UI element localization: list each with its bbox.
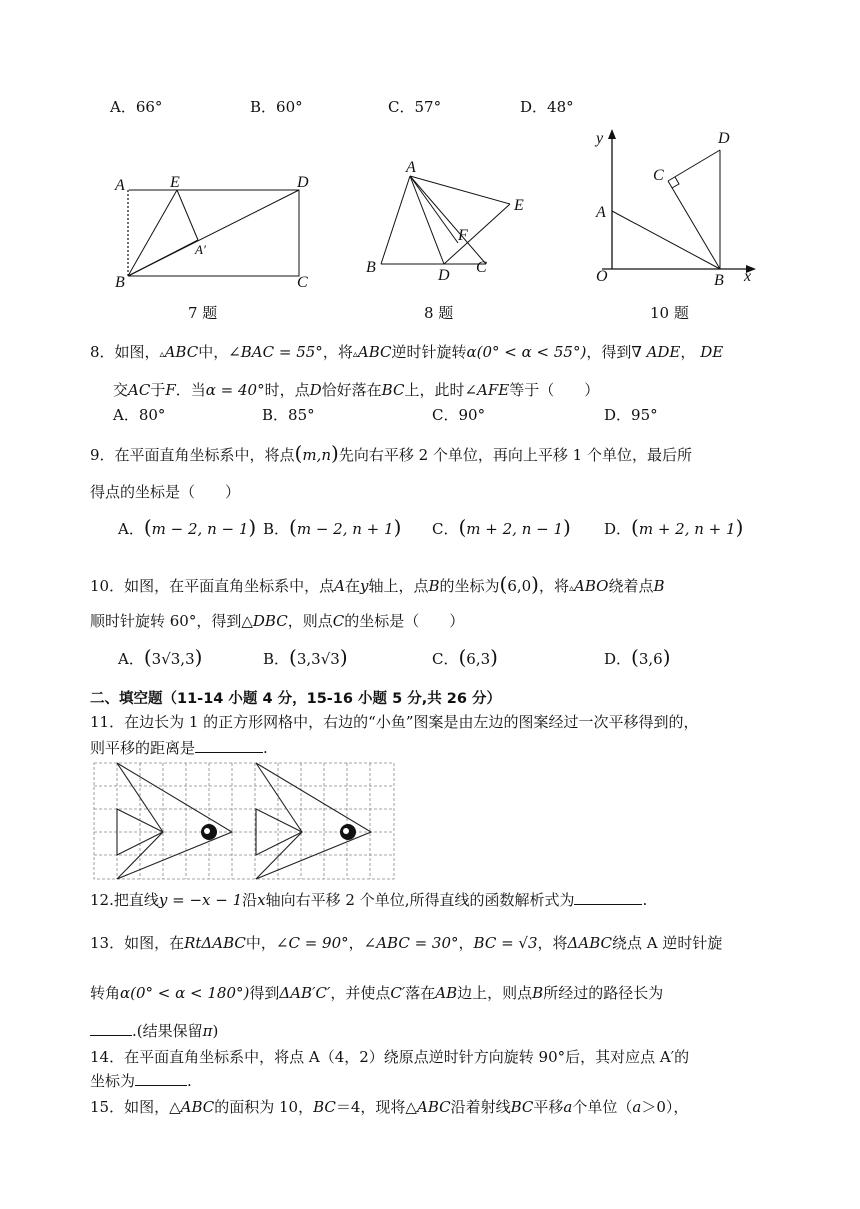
option-a: A．66° [110, 98, 163, 116]
q8-line2: 交AC于F．当α = 40°时，点D恰好落在BC上，此时∠AFE等于（ ） [113, 381, 600, 399]
q9-option-a: A．(m − 2, n − 1) [118, 515, 257, 539]
fig10-label-c: C [653, 167, 664, 184]
q11-line1: 11．在边长为 1 的正方形网格中，右边的“小鱼”图案是由左边的图案经过一次平移得到的， [90, 713, 699, 731]
q14-line2: 坐标为 . [90, 1072, 192, 1090]
fig8-label-c: C [476, 259, 487, 276]
fig10-label-y: y [596, 130, 604, 147]
q10-option-a: A．(3√3,3) [118, 645, 203, 669]
q10-option-b: B．(3,3√3) [263, 645, 348, 669]
figure-7 [105, 170, 325, 295]
q13-line3: .(结果保留π) [90, 1020, 218, 1041]
fish-grid-figure [93, 762, 395, 880]
figure-10 [590, 125, 760, 290]
figure-8 [360, 152, 540, 282]
section-heading: 二、填空题（11-14 小题 4 分，15-16 小题 5 分,共 26 分） [90, 691, 501, 707]
fig8-label-f: F [458, 227, 468, 244]
fig10-label-d: D [718, 130, 730, 147]
fig10-label-a: A [596, 204, 606, 221]
q8-option-c: C．90° [432, 406, 486, 424]
option-b: B．60° [250, 98, 303, 116]
q9-line1: 9．在平面直角坐标系中，将点(m,n)先向右平移 2 个单位，再向上平移 1 个单位，最后所 [90, 441, 692, 465]
fig7-label-b: B [115, 274, 125, 291]
fig7-label-d: D [297, 174, 309, 191]
option-c: C．57° [388, 98, 442, 116]
fig10-label-x: x [744, 268, 752, 285]
q13-line2: 转角α(0° < α < 180°)得到ΔAB′C′，并使点C′落在AB边上，则点B所经过的路径长为 [90, 984, 664, 1002]
caption-10: 10 题 [650, 304, 689, 322]
q13-line1: 13．如图，在RtΔABC中，∠C = 90°，∠ABC = 30°，BC = √3，将ΔABC绕点 A 逆时针旋 [90, 934, 723, 952]
q11-line2: 则平移的距离是 . [90, 739, 268, 757]
q14-line1: 14．在平面直角坐标系中，将点 A（4，2）绕原点逆时针方向旋转 90°后，其对应点 A′的 [90, 1048, 690, 1066]
fig8-label-e: E [514, 197, 524, 214]
q10-line1: 10．如图，在平面直角坐标系中，点A在y轴上，点B的坐标为(6,0)，将▵ABO绕着点B [90, 572, 665, 596]
q12-line: 12.把直线y = −x − 1沿x轴向右平移 2 个单位,所得直线的函数解析式为 . [90, 891, 648, 909]
q10-option-c: C．(6,3) [432, 645, 498, 669]
option-d: D．48° [520, 98, 574, 116]
q8-option-d: D．95° [604, 406, 658, 424]
q10-line2: 顺时针旋转 60°，得到△DBC，则点C的坐标是（ ） [90, 612, 465, 630]
q9-option-d: D．(m + 2, n + 1) [604, 515, 744, 539]
fig8-label-b: B [366, 259, 376, 276]
q10-option-d: D．(3,6) [604, 645, 671, 669]
q8-option-a: A．80° [113, 406, 166, 424]
q8-line1: 8．如图，▵ABC中，∠BAC = 55°，将▵ABC逆时针旋转α(0° < α < 55°)，得到∇ ADE， DE [90, 343, 724, 361]
q9-option-b: B．(m − 2, n + 1) [263, 515, 402, 539]
q9-option-c: C．(m + 2, n − 1) [432, 515, 571, 539]
caption-8: 8 题 [424, 304, 454, 322]
fig7-label-c: C [297, 274, 308, 291]
q9-line2: 得点的坐标是（ ） [90, 483, 241, 501]
fig8-label-a: A [406, 159, 416, 176]
fig8-label-d: D [438, 267, 450, 282]
q15-line: 15．如图，△ABC的面积为 10，BC＝4，现将△ABC沿着射线BC平移a个单位（a＞0）， [90, 1098, 689, 1116]
fig7-label-a: A [115, 177, 125, 194]
fig7-label-aprime: A′ [195, 242, 206, 257]
caption-7: 7 题 [188, 304, 218, 322]
fig10-label-b: B [714, 272, 724, 289]
q8-option-b: B．85° [262, 406, 315, 424]
fig7-label-e: E [170, 174, 180, 191]
fig10-label-o: O [596, 268, 608, 285]
